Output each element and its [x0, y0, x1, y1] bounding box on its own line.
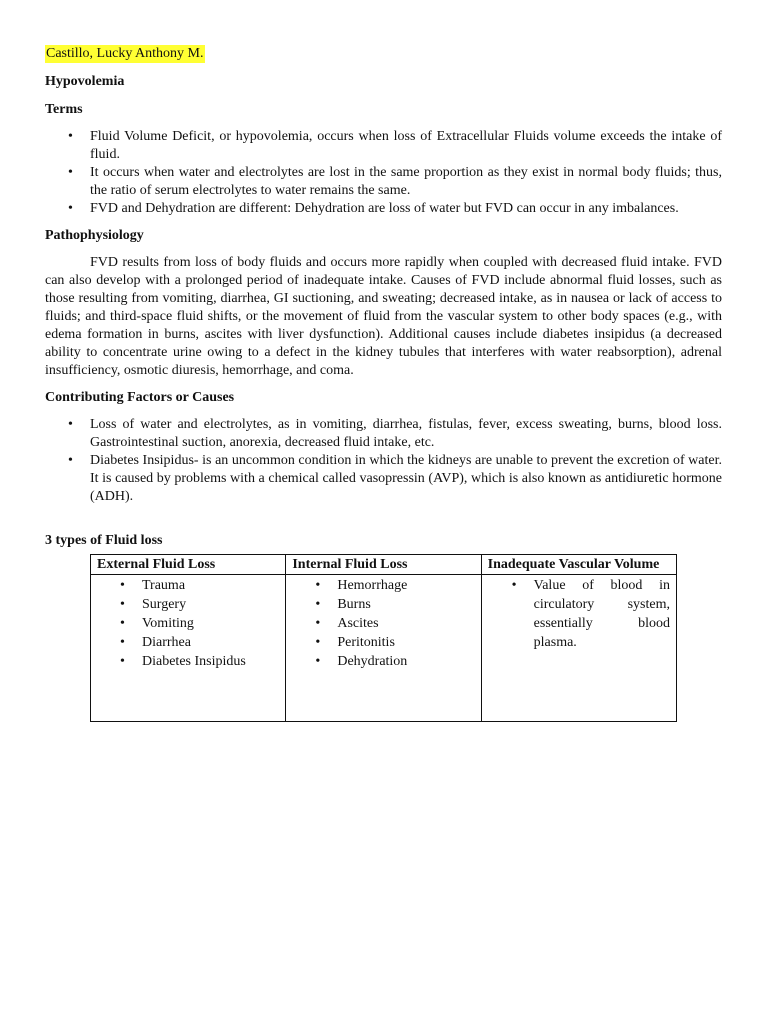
list-item: • Diabetes Insipidus: [142, 652, 279, 671]
fluid-loss-table: [90, 554, 677, 722]
list-item: • Burns: [337, 595, 474, 614]
list-item: • Ascites: [337, 614, 474, 633]
list-item: • Loss of water and electrolytes, as in vomiting, diarrhea, fistulas, fever, excess sweating, burns, blood loss. Gastrointestinal suction, anorexia, decreased fluid intake, etc.: [90, 416, 722, 452]
list-item: • Dehydration: [337, 652, 474, 671]
list-item: • It occurs when water and electrolytes are lost in the same proportion as they exist in normal body fluids; thus, the ratio of serum electrolytes to water remains the same.: [90, 164, 722, 200]
list-item: • Surgery: [142, 595, 279, 614]
table-cell-internal: [286, 575, 481, 722]
table-header-internal: Internal Fluid Loss: [286, 555, 481, 575]
list-item: • Diabetes Insipidus- is an uncommon condition in which the kidneys are unable to prevent the excretion of water. It is caused by problems with a chemical called vasopressin (AVP), which is also known as antidiuretic hormone (ADH).: [90, 452, 722, 506]
list-item: • Trauma: [142, 576, 279, 595]
terms-list: [45, 128, 722, 218]
causes-heading: Contributing Factors or Causes: [45, 390, 235, 405]
list-item: • Peritonitis: [337, 633, 474, 652]
list-item: • Vomiting: [142, 614, 279, 633]
list-item: • Value of blood in circulatory system, essentially blood plasma.: [534, 576, 670, 652]
table-cell-external: [91, 575, 286, 722]
fluid-loss-heading: 3 types of Fluid loss: [45, 533, 163, 548]
list-item: • Fluid Volume Deficit, or hypovolemia, occurs when loss of Extracellular Fluids volume exceeds the intake of fluid.: [90, 128, 722, 164]
list-item: • Hemorrhage: [337, 576, 474, 595]
document-title: Hypovolemia: [45, 74, 125, 89]
terms-heading: Terms: [45, 102, 83, 117]
document-page: [45, 45, 722, 722]
author-name: Castillo, Lucky Anthony M.: [46, 46, 204, 61]
table-cell-vascular: [481, 575, 676, 722]
list-item: • Diarrhea: [142, 633, 279, 652]
table-header-external: External Fluid Loss: [91, 555, 286, 575]
pathophysiology-heading: Pathophysiology: [45, 228, 144, 243]
table-header-vascular: Inadequate Vascular Volume: [481, 555, 676, 575]
pathophysiology-paragraph: FVD results from loss of body fluids and occurs more rapidly when coupled with decreased fluid intake. FVD can also develop with a prolonged period of inadequate intake. Causes of FVD include abnormal fluid losses, such as those resulting from vomiting, diarrhea, GI suctioning, and sweating; decreased intake, as in nausea or lack of access to fluids; and third-space fluid shifts, or the movement of fluid from the vascular system to other body spaces (e.g., with edema formation in burns, ascites with liver dysfunction). Additional causes include diabetes insipidus (a decreased ability to concentrate urine owing to a defect in the kidney tubules that interferes with water reabsorption), adrenal insufficiency, osmotic diuresis, hemorrhage, and coma.: [45, 255, 722, 378]
list-item: • FVD and Dehydration are different: Dehydration are loss of water but FVD can occur in any imbalances.: [90, 200, 722, 218]
causes-list: [45, 416, 722, 506]
table-row: [91, 575, 677, 722]
